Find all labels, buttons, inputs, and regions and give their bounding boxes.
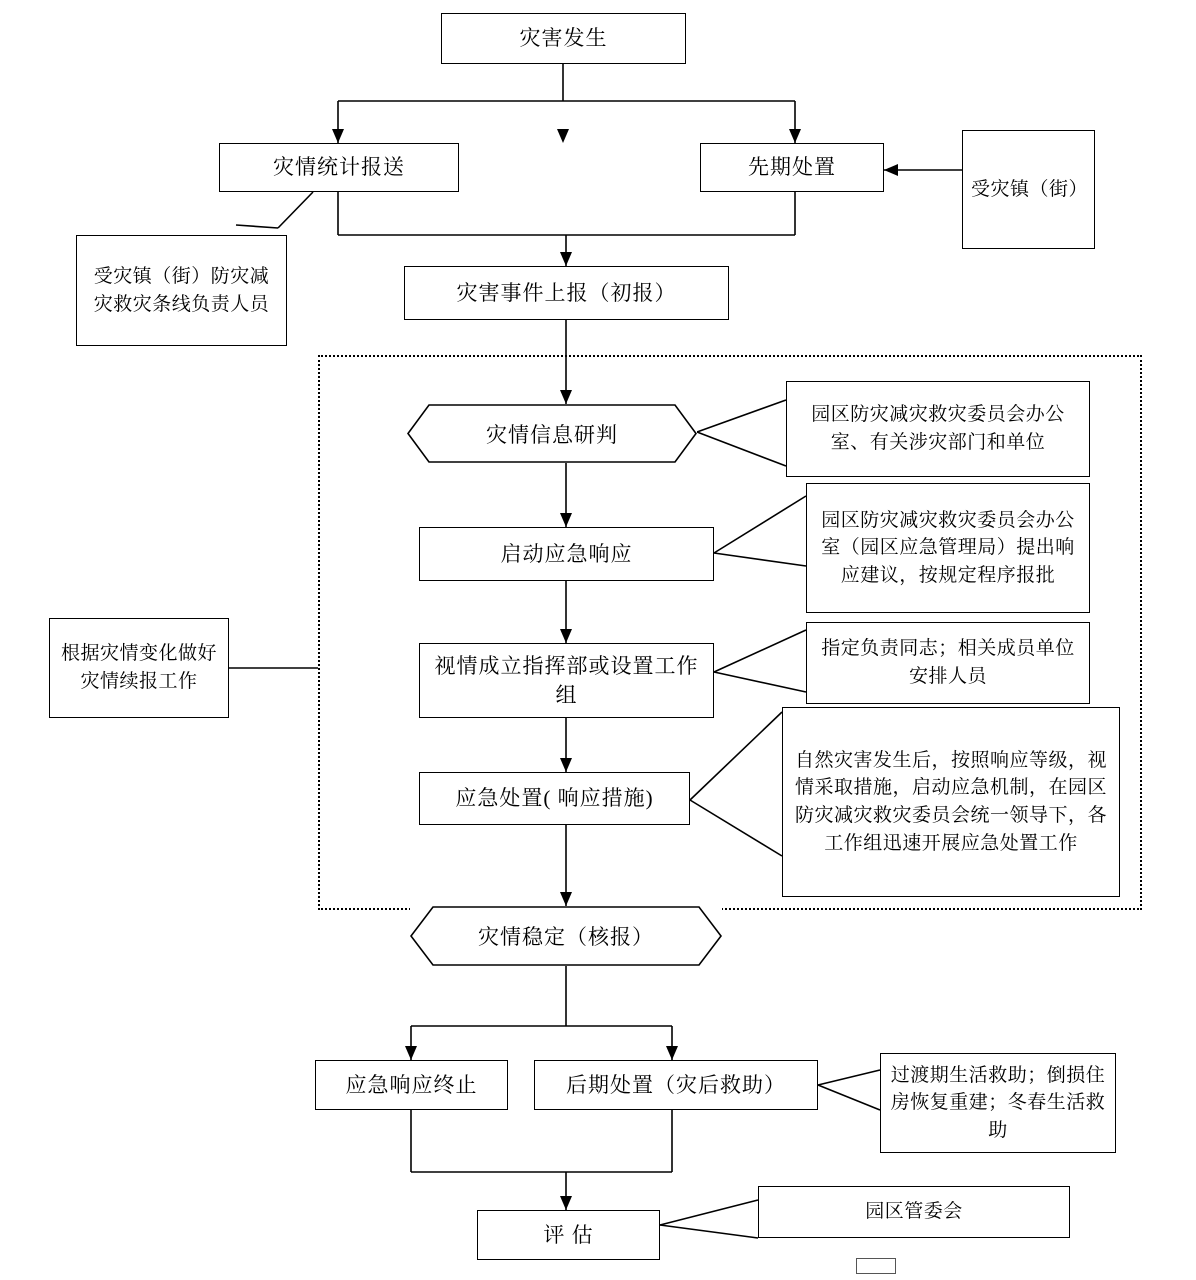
- node-label: 后期处置（灾后救助）: [566, 1072, 786, 1097]
- note-park-management-committee: [758, 1186, 1070, 1238]
- node-label: 灾情信息研判: [486, 422, 618, 447]
- note-label: 自然灾害发生后，按照响应等级，视情采取措施，启动应急机制，在园区防灾减灾救灾委员会统一领导下，各工作组迅速开展应急处置工作: [794, 749, 1107, 854]
- note-label: 园区防灾减灾救灾委员会办公室、有关涉灾部门和单位: [811, 404, 1065, 453]
- note-label: 园区管委会: [865, 1201, 963, 1223]
- note-affected-town: [962, 130, 1095, 249]
- node-label: 灾情统计报送: [273, 155, 405, 180]
- note-label: 根据灾情变化做好灾情续报工作: [60, 643, 217, 692]
- node-label: 灾害发生: [519, 26, 608, 51]
- node-label: 评 估: [543, 1222, 594, 1247]
- node-response-termination: [315, 1060, 508, 1110]
- node-information-assessment: [407, 404, 697, 463]
- node-label: 视情成立指挥部或设置工作组: [434, 654, 699, 707]
- note-label: 园区防灾减灾救灾委员会办公室（园区应急管理局）提出响应建议，按规定程序报批: [821, 509, 1075, 586]
- node-label: 灾害事件上报（初报）: [456, 280, 677, 305]
- node-emergency-handling-measures: [419, 772, 690, 825]
- node-event-report-initial: [404, 266, 729, 320]
- note-assign-personnel: [806, 622, 1090, 704]
- note-continuous-report: [49, 618, 229, 718]
- note-committee-office-departments: [786, 381, 1090, 477]
- node-label: 灾情稳定（核报）: [478, 925, 654, 949]
- node-post-disaster-relief: [534, 1060, 818, 1110]
- node-label: 应急响应终止: [345, 1072, 478, 1097]
- node-activate-emergency-response: [419, 527, 714, 581]
- note-town-disaster-staff: [76, 235, 287, 346]
- node-establish-command-or-workgroup: [419, 643, 714, 718]
- page-corner-mark: [856, 1258, 896, 1274]
- note-emergency-measures-detail: [782, 707, 1120, 897]
- node-disaster-occurs: [441, 13, 686, 64]
- note-label: 受灾镇（街）防灾减灾救灾条线负责人员: [93, 265, 270, 315]
- node-disaster-statistics-report: [219, 143, 459, 192]
- note-label: 过渡期生活救助；倒损住房恢复重建；冬春生活救助: [890, 1064, 1106, 1141]
- note-label: 指定负责同志；相关成员单位安排人员: [821, 638, 1075, 687]
- node-label: 先期处置: [748, 155, 836, 180]
- node-evaluation: [477, 1210, 660, 1260]
- note-label: 受灾镇（街）: [971, 178, 1089, 200]
- node-label: 应急处置( 响应措施): [455, 786, 654, 811]
- node-disaster-stable-verified-report: [410, 906, 722, 966]
- note-response-proposal-approval: [806, 483, 1090, 613]
- note-relief-measures: [880, 1053, 1116, 1153]
- node-label: 启动应急响应: [500, 541, 633, 566]
- node-initial-response: [700, 143, 884, 192]
